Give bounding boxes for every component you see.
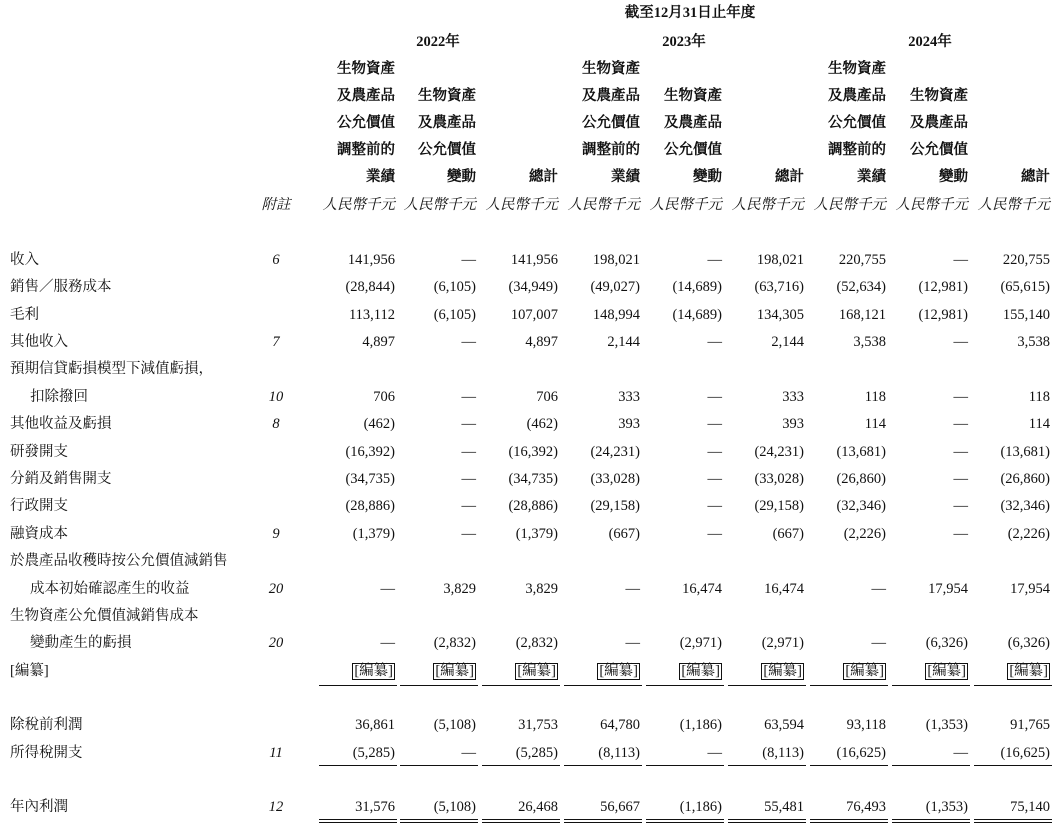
cell-value: — (707, 444, 722, 460)
cell-value: 706 (373, 389, 395, 405)
cell-value: — (461, 444, 476, 460)
cell-value: 2,144 (771, 334, 804, 350)
cell-value: — (625, 581, 640, 597)
cell-value: 118 (864, 389, 886, 405)
row-label: 毛利 (10, 307, 39, 323)
cell-value: (1,186) (679, 717, 722, 733)
cell-value: [編纂] (1009, 663, 1048, 679)
cell-value: — (953, 334, 968, 350)
subtotal-rule (728, 685, 806, 686)
cell-value: (2,971) (761, 635, 804, 651)
cell-value: (26,860) (836, 471, 886, 487)
subtotal-rule (974, 685, 1052, 686)
unit-label: 人民幣千元 (567, 197, 640, 213)
cell-value: (13,681) (836, 444, 886, 460)
cell-value: [編纂] (927, 663, 966, 679)
cell-value: 148,994 (592, 307, 640, 323)
column-header-line: 生物資產 (910, 88, 968, 104)
unit-label: 人民幣千元 (813, 197, 886, 213)
cell-value: — (953, 252, 968, 268)
row-label: 成本初始確認產生的收益 (30, 581, 190, 597)
total-double-rule (892, 819, 970, 823)
cell-value: (8,113) (598, 745, 640, 761)
cell-value: 56,667 (600, 799, 640, 815)
cell-value: (33,028) (754, 471, 804, 487)
cell-value: — (953, 526, 968, 542)
row-label: 分銷及銷售開支 (10, 471, 112, 487)
cell-value: — (953, 745, 968, 761)
cell-value: 4,897 (362, 334, 395, 350)
cell-value: 141,956 (510, 252, 558, 268)
total-double-rule (400, 819, 478, 823)
note-ref: 6 (272, 252, 280, 268)
cell-value: (28,886) (345, 498, 395, 514)
cell-value: (1,379) (352, 526, 395, 542)
cell-value: 93,118 (846, 717, 886, 733)
cell-value: 64,780 (600, 717, 640, 733)
row-label: 於農產品收穫時按公允價值減銷售 (10, 553, 228, 569)
cell-value: — (953, 471, 968, 487)
unit-label: 人民幣千元 (977, 197, 1050, 213)
column-header-line: 公允價值 (337, 115, 395, 131)
row-label: 收入 (10, 252, 39, 268)
cell-value: (29,158) (590, 498, 640, 514)
subtotal-rule (482, 685, 560, 686)
subtotal-rule (892, 765, 970, 766)
row-label: 融資成本 (10, 526, 68, 542)
cell-value: — (380, 581, 395, 597)
cell-value: — (461, 334, 476, 350)
note-ref: 20 (268, 581, 284, 597)
subtotal-rule (319, 765, 397, 766)
column-header-line: 生物資產 (337, 61, 395, 77)
cell-value: 4,897 (525, 334, 558, 350)
column-header-line: 生物資產 (582, 61, 640, 77)
cell-value: — (953, 444, 968, 460)
cell-value: (2,971) (679, 635, 722, 651)
unit-label: 人民幣千元 (485, 197, 558, 213)
cell-value: 3,538 (853, 334, 886, 350)
cell-value: 16,474 (682, 581, 722, 597)
column-header-line: 調整前的 (582, 142, 640, 158)
row-label: 所得稅開支 (10, 745, 83, 761)
subtotal-rule (810, 685, 888, 686)
row-label: 變動產生的虧損 (30, 635, 132, 651)
cell-value: 393 (618, 416, 640, 432)
cell-value: 31,576 (355, 799, 395, 815)
cell-value: (2,832) (515, 635, 558, 651)
cell-value: [編纂] (845, 663, 884, 679)
note-ref: 8 (272, 416, 280, 432)
subtotal-rule (400, 765, 478, 766)
cell-value: [編纂] (435, 663, 474, 679)
note-ref: 9 (272, 526, 280, 542)
cell-value: 3,829 (443, 581, 476, 597)
cell-value: 198,021 (756, 252, 804, 268)
row-label: 扣除撥回 (30, 389, 88, 405)
row-label: 生物資產公允價值減銷售成本 (10, 608, 199, 624)
cell-value: — (953, 416, 968, 432)
cell-value: (28,886) (508, 498, 558, 514)
cell-value: — (871, 635, 886, 651)
cell-value: (1,186) (679, 799, 722, 815)
row-label: 研發開支 (10, 444, 68, 460)
cell-value: (6,105) (433, 279, 476, 295)
subtotal-rule (646, 765, 724, 766)
cell-value: (14,689) (672, 307, 722, 323)
cell-value: — (461, 498, 476, 514)
note-ref: 7 (272, 334, 280, 350)
cell-value: [編纂] (681, 663, 720, 679)
cell-value: 16,474 (764, 581, 804, 597)
cell-value: (462) (526, 416, 558, 432)
cell-value: 118 (1028, 389, 1050, 405)
row-label: [編纂] (10, 663, 49, 679)
cell-value: — (707, 471, 722, 487)
cell-value: (32,346) (836, 498, 886, 514)
cell-value: (6,326) (1007, 635, 1050, 651)
column-header-line: 及農產品 (418, 115, 476, 131)
note-ref: 20 (268, 635, 284, 651)
cell-value: (5,108) (433, 717, 476, 733)
cell-value: 91,765 (1010, 717, 1050, 733)
cell-value: (2,832) (433, 635, 476, 651)
cell-value: 220,755 (838, 252, 886, 268)
cell-value: (16,392) (345, 444, 395, 460)
cell-value: (1,379) (515, 526, 558, 542)
cell-value: 31,753 (518, 717, 558, 733)
cell-value: — (461, 471, 476, 487)
cell-value: — (871, 581, 886, 597)
cell-value: 198,021 (592, 252, 640, 268)
cell-value: — (380, 635, 395, 651)
column-header-line: 總計 (529, 169, 558, 185)
subtotal-rule (482, 765, 560, 766)
cell-value: — (461, 745, 476, 761)
cell-value: 220,755 (1002, 252, 1050, 268)
column-header-line: 公允價值 (910, 142, 968, 158)
cell-value: — (707, 498, 722, 514)
cell-value: (49,027) (590, 279, 640, 295)
cell-value: [編纂] (517, 663, 556, 679)
cell-value: — (461, 416, 476, 432)
cell-value: 76,493 (846, 799, 886, 815)
cell-value: — (461, 389, 476, 405)
column-header-line: 業績 (611, 169, 640, 185)
cell-value: 107,007 (510, 307, 558, 323)
cell-value: (24,231) (590, 444, 640, 460)
column-header-line: 生物資產 (664, 88, 722, 104)
subtotal-rule (728, 765, 806, 766)
cell-value: (462) (363, 416, 395, 432)
row-label: 除稅前利潤 (10, 717, 83, 733)
cell-value: [編纂] (354, 663, 393, 679)
note-ref: 12 (268, 799, 284, 815)
column-header-line: 及農產品 (337, 88, 395, 104)
column-header-line: 總計 (775, 169, 804, 185)
cell-value: (667) (772, 526, 804, 542)
cell-value: (16,625) (1000, 745, 1050, 761)
total-double-rule (646, 819, 724, 823)
column-header-line: 及農產品 (910, 115, 968, 131)
cell-value: (5,108) (433, 799, 476, 815)
cell-value: — (461, 252, 476, 268)
cell-value: (34,949) (508, 279, 558, 295)
unit-label: 人民幣千元 (403, 197, 476, 213)
cell-value: 55,481 (764, 799, 804, 815)
cell-value: (5,285) (352, 745, 395, 761)
cell-value: — (707, 526, 722, 542)
column-header-line: 變動 (447, 169, 476, 185)
unit-label: 人民幣千元 (731, 197, 804, 213)
row-label: 預期信貸虧損模型下減值虧損， (10, 361, 213, 377)
cell-value: 3,829 (525, 581, 558, 597)
subtotal-rule (564, 765, 642, 766)
column-header-line: 調整前的 (828, 142, 886, 158)
cell-value: 333 (782, 389, 804, 405)
cell-value: (5,285) (515, 745, 558, 761)
cell-value: 706 (536, 389, 558, 405)
cell-value: 113,112 (348, 307, 395, 323)
unit-label: 人民幣千元 (649, 197, 722, 213)
cell-value: — (953, 498, 968, 514)
year-header: 2023年 (662, 34, 706, 50)
column-header-line: 生物資產 (418, 88, 476, 104)
column-header-line: 公允價值 (664, 142, 722, 158)
total-double-rule (728, 819, 806, 823)
cell-value: 63,594 (764, 717, 804, 733)
cell-value: (52,634) (836, 279, 886, 295)
cell-value: (34,735) (345, 471, 395, 487)
cell-value: (2,226) (843, 526, 886, 542)
cell-value: — (953, 389, 968, 405)
column-header-line: 業績 (366, 169, 395, 185)
row-label: 年內利潤 (10, 799, 68, 815)
cell-value: (29,158) (754, 498, 804, 514)
column-header-line: 公允價值 (418, 142, 476, 158)
cell-value: 155,140 (1002, 307, 1050, 323)
cell-value: — (461, 526, 476, 542)
cell-value: (24,231) (754, 444, 804, 460)
cell-value: 141,956 (347, 252, 395, 268)
column-header-line: 業績 (857, 169, 886, 185)
cell-value: 3,538 (1017, 334, 1050, 350)
total-double-rule (564, 819, 642, 823)
cell-value: 26,468 (518, 799, 558, 815)
note-header: 附註 (261, 197, 291, 213)
subtotal-rule (564, 685, 642, 686)
cell-value: 393 (782, 416, 804, 432)
cell-value: (8,113) (762, 745, 804, 761)
subtotal-rule (319, 685, 397, 686)
column-header-line: 公允價值 (828, 115, 886, 131)
cell-value: 134,305 (756, 307, 804, 323)
cell-value: — (707, 745, 722, 761)
cell-value: (1,353) (925, 717, 968, 733)
cell-value: (2,226) (1007, 526, 1050, 542)
column-header-line: 及農產品 (664, 115, 722, 131)
cell-value: (32,346) (1000, 498, 1050, 514)
subtotal-rule (400, 685, 478, 686)
subtotal-rule (892, 685, 970, 686)
column-header-line: 公允價值 (582, 115, 640, 131)
cell-value: 17,954 (928, 581, 968, 597)
column-header-line: 變動 (693, 169, 722, 185)
note-ref: 11 (269, 745, 283, 761)
cell-value: (28,844) (345, 279, 395, 295)
row-label: 行政開支 (10, 498, 68, 514)
cell-value: — (707, 416, 722, 432)
row-label: 其他收益及虧損 (10, 416, 112, 432)
cell-value: [編纂] (763, 663, 802, 679)
cell-value: (1,353) (925, 799, 968, 815)
cell-value: (16,625) (836, 745, 886, 761)
cell-value: (6,105) (433, 307, 476, 323)
cell-value: (26,860) (1000, 471, 1050, 487)
cell-value: (667) (608, 526, 640, 542)
cell-value: 36,861 (355, 717, 395, 733)
subtotal-rule (810, 765, 888, 766)
cell-value: (12,981) (918, 307, 968, 323)
column-header-line: 總計 (1021, 169, 1050, 185)
column-header-line: 及農產品 (582, 88, 640, 104)
cell-value: 168,121 (838, 307, 886, 323)
unit-label: 人民幣千元 (322, 197, 395, 213)
column-header-line: 變動 (939, 169, 968, 185)
cell-value: — (707, 252, 722, 268)
cell-value: (16,392) (508, 444, 558, 460)
note-ref: 10 (268, 389, 284, 405)
year-header: 2024年 (908, 34, 952, 50)
column-header-line: 調整前的 (337, 142, 395, 158)
cell-value: (12,981) (918, 279, 968, 295)
total-double-rule (319, 819, 397, 823)
cell-value: (14,689) (672, 279, 722, 295)
total-double-rule (810, 819, 888, 823)
total-double-rule (482, 819, 560, 823)
cell-value: (6,326) (925, 635, 968, 651)
cell-value: 333 (618, 389, 640, 405)
cell-value: (13,681) (1000, 444, 1050, 460)
column-header-line: 及農產品 (828, 88, 886, 104)
row-label: 其他收入 (10, 334, 68, 350)
cell-value: 17,954 (1010, 581, 1050, 597)
cell-value: — (707, 334, 722, 350)
cell-value: — (625, 635, 640, 651)
cell-value: — (707, 389, 722, 405)
subtotal-rule (974, 765, 1052, 766)
cell-value: [編纂] (599, 663, 638, 679)
cell-value: (33,028) (590, 471, 640, 487)
unit-label: 人民幣千元 (895, 197, 968, 213)
row-label: 銷售／服務成本 (10, 279, 112, 295)
cell-value: 114 (864, 416, 886, 432)
cell-value: 114 (1028, 416, 1050, 432)
subtotal-rule (646, 685, 724, 686)
cell-value: (34,735) (508, 471, 558, 487)
period-title: 截至12月31日止年度 (624, 5, 756, 21)
cell-value: (65,615) (1000, 279, 1050, 295)
year-header: 2022年 (416, 34, 460, 50)
total-double-rule (974, 819, 1052, 823)
cell-value: 75,140 (1010, 799, 1050, 815)
cell-value: 2,144 (607, 334, 640, 350)
cell-value: (63,716) (754, 279, 804, 295)
column-header-line: 生物資產 (828, 61, 886, 77)
